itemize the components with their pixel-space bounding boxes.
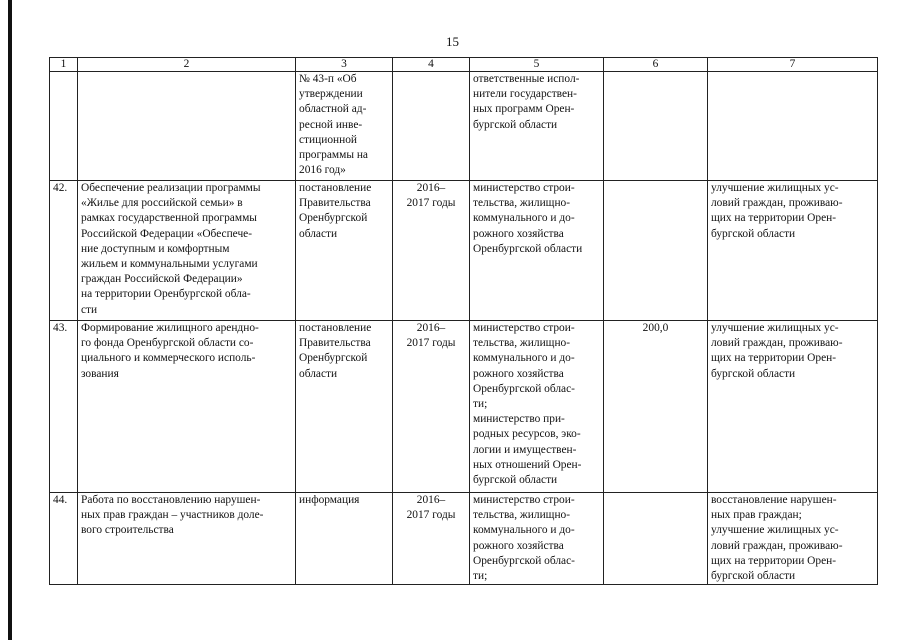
period-cell xyxy=(393,181,470,321)
cell-text-line: Правительства xyxy=(299,337,371,350)
cell-text-line: «Жилье для российской семьи» в xyxy=(81,197,243,210)
cell-text-line: министерство строи- xyxy=(473,322,575,334)
cell-text-line: бургской области xyxy=(473,474,558,487)
executor-cell xyxy=(470,72,604,181)
executor-cell xyxy=(470,321,604,493)
cell-text-line: области xyxy=(299,227,338,240)
cell-text-line: граждан Российской Федерации» xyxy=(81,273,243,286)
cell-text-line: жильем и коммунальными услугами xyxy=(81,258,258,271)
row-number-cell: 44. xyxy=(50,493,78,585)
cell-text-line: рожного хозяйства xyxy=(473,367,564,380)
amount-cell: 200,0 xyxy=(604,321,708,493)
measure-title-cell xyxy=(78,72,296,181)
column-number-row xyxy=(50,58,878,72)
cell-text-line: Российской Федерации «Обеспече- xyxy=(81,227,253,240)
cell-text-line: министерство строи- xyxy=(473,494,575,506)
amount-cell xyxy=(604,72,708,181)
result-cell xyxy=(708,493,878,585)
result-cell xyxy=(708,181,878,321)
cell-text-line: ловий граждан, проживаю- xyxy=(711,337,843,350)
period-cell xyxy=(393,493,470,585)
cell-text-line: щих на территории Орен- xyxy=(711,554,837,567)
column-header: 5 xyxy=(470,58,604,72)
cell-text-line: коммунального и до- xyxy=(473,212,575,225)
amount-cell xyxy=(604,493,708,585)
cell-text-line: бургской области xyxy=(711,570,796,583)
row-number-cell xyxy=(50,72,78,181)
column-header: 7 xyxy=(708,58,878,72)
cell-text-line: коммунального и до- xyxy=(473,524,575,537)
cell-text-line: 2016– xyxy=(416,494,446,506)
document-table xyxy=(49,57,878,585)
cell-text-line: коммунального и до- xyxy=(473,352,575,365)
cell-text-line: улучшение жилищных ус- xyxy=(711,182,839,194)
cell-text-line: 2017 годы xyxy=(406,197,456,210)
cell-text-line: циального и коммерческого исполь- xyxy=(81,352,256,365)
cell-text-line: 2016– xyxy=(416,182,446,194)
document-type-cell xyxy=(296,181,393,321)
cell-text-line: ние доступным и комфортным xyxy=(81,242,230,255)
cell-text-line: бургской области xyxy=(711,227,796,240)
cell-text-line: ти; xyxy=(473,398,488,411)
cell-text-line: улучшение жилищных ус- xyxy=(711,322,839,334)
cell-text-line: Оренбургской области xyxy=(473,242,583,255)
cell-text-line: 2016– xyxy=(416,322,446,334)
column-header: 1 xyxy=(50,58,78,72)
cell-text-line: вого строительства xyxy=(81,524,174,537)
column-header: 4 xyxy=(393,58,470,72)
column-header: 2 xyxy=(78,58,296,72)
cell-text-line: стиционной xyxy=(299,133,357,146)
cell-text-line: ных отношений Орен- xyxy=(473,458,582,471)
table-row xyxy=(50,72,878,181)
cell-text-line: информация xyxy=(299,494,360,506)
cell-text-line: рожного хозяйства xyxy=(473,227,564,240)
cell-text-line: Работа по восстановлению нарушен- xyxy=(81,494,261,506)
measure-title-cell xyxy=(78,181,296,321)
cell-text-line: Оренбургской облас- xyxy=(473,382,575,395)
executor-cell xyxy=(470,181,604,321)
cell-text-line: рожного хозяйства xyxy=(473,539,564,552)
cell-text-line: Оренбургской xyxy=(299,212,368,225)
executor-cell xyxy=(470,493,604,585)
cell-text-line: тельства, жилищно- xyxy=(473,197,571,210)
cell-text-line: сти xyxy=(81,303,98,316)
table-row xyxy=(50,493,878,585)
cell-text-line: родных ресурсов, эко- xyxy=(473,428,581,441)
document-type-cell xyxy=(296,72,393,181)
column-header: 6 xyxy=(604,58,708,72)
cell-text-line: щих на территории Орен- xyxy=(711,212,837,225)
cell-text-line: ных прав граждан – участников доле- xyxy=(81,509,264,522)
cell-text-line: ответственные испол- xyxy=(473,73,580,85)
cell-text-line: № 43-п «Об xyxy=(299,73,357,85)
cell-text-line: Правительства xyxy=(299,197,371,210)
cell-text-line: постановление xyxy=(299,322,372,334)
result-cell xyxy=(708,321,878,493)
cell-text-line: бургской области xyxy=(711,367,796,380)
cell-text-line: министерство строи- xyxy=(473,182,575,194)
cell-text-line: Формирование жилищного арендно- xyxy=(81,322,259,334)
document-type-cell xyxy=(296,493,393,585)
cell-text-line: Оренбургской облас- xyxy=(473,554,575,567)
cell-text-line: программы на xyxy=(299,149,368,162)
cell-text-line: областной ад- xyxy=(299,103,367,116)
cell-text-line: рамках государственной программы xyxy=(81,212,257,225)
table-body xyxy=(50,72,878,585)
amount-cell xyxy=(604,181,708,321)
table-row xyxy=(50,181,878,321)
cell-text-line: ловий граждан, проживаю- xyxy=(711,539,843,552)
cell-text-line: зования xyxy=(81,367,119,380)
cell-text-line: щих на территории Орен- xyxy=(711,352,837,365)
cell-text-line: ных программ Орен- xyxy=(473,103,575,116)
row-number-cell: 42. xyxy=(50,181,78,321)
column-header: 3 xyxy=(296,58,393,72)
left-margin-rule xyxy=(8,0,12,640)
cell-text-line: тельства, жилищно- xyxy=(473,509,571,522)
cell-text-line: логии и имуществен- xyxy=(473,443,577,456)
cell-text-line: 2016 год» xyxy=(299,164,346,177)
cell-text-line: нители государствен- xyxy=(473,88,577,101)
cell-text-line: 2017 годы xyxy=(406,337,456,350)
cell-text-line: Оренбургской xyxy=(299,352,368,365)
cell-text-line: ти; xyxy=(473,570,488,583)
page-number: 15 xyxy=(446,34,459,49)
cell-text-line: постановление xyxy=(299,182,372,194)
row-number-cell: 43. xyxy=(50,321,78,493)
cell-text-line: улучшение жилищных ус- xyxy=(711,524,839,537)
cell-text-line: бургской области xyxy=(473,118,558,131)
cell-text-line: Обеспечение реализации программы xyxy=(81,182,261,194)
cell-text-line: области xyxy=(299,367,338,380)
cell-text-line: на территории Оренбургской обла- xyxy=(81,288,251,301)
cell-text-line: восстановление нарушен- xyxy=(711,494,837,506)
cell-text-line: ресной инве- xyxy=(299,118,363,131)
cell-text-line: ловий граждан, проживаю- xyxy=(711,197,843,210)
cell-text-line: 2017 годы xyxy=(406,509,456,522)
document-type-cell xyxy=(296,321,393,493)
cell-text-line: ных прав граждан; xyxy=(711,509,802,522)
measure-title-cell xyxy=(78,493,296,585)
cell-text-line: утверждении xyxy=(299,88,363,101)
measure-title-cell xyxy=(78,321,296,493)
table-row xyxy=(50,321,878,493)
period-cell xyxy=(393,72,470,181)
cell-text-line: министерство при- xyxy=(473,413,565,426)
cell-text-line: тельства, жилищно- xyxy=(473,337,571,350)
cell-text-line: го фонда Оренбургской области со- xyxy=(81,337,254,350)
period-cell xyxy=(393,321,470,493)
result-cell xyxy=(708,72,878,181)
